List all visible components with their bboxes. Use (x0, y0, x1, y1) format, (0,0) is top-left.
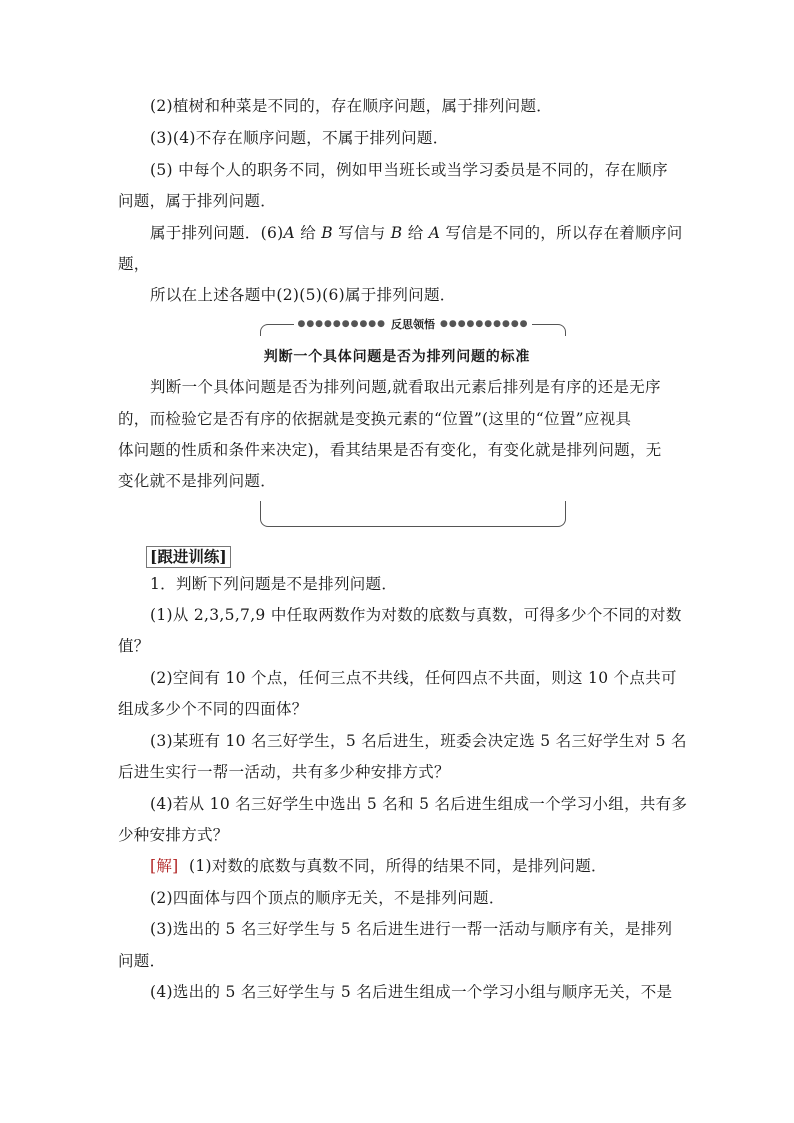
practice-q4-line-1: (4)若从 10 名三好学生中选出 5 名和 5 名后进生组成一个学习小组，共有多 (150, 795, 688, 813)
solution-line-6-part-d: 给 (402, 224, 429, 242)
solution-s3-line-2: 问题． (118, 952, 166, 970)
reflection-line-1: 判断一个具体问题是否为排列问题,就看取出元素后排列是有序的还是无序 (150, 378, 661, 396)
solution-line-6-part-e: 写信是不同的，所以存在着顺序问 (440, 224, 683, 242)
solution-line-6-cont: 题， (118, 255, 150, 273)
var-a-2: A (428, 224, 441, 242)
reflection-title: 判断一个具体问题是否为排列问题的标准 (263, 349, 531, 365)
practice-q1-line-1: (1)从 2,3,5,7,9 中任取两数作为对数的底数与真数，可得多少个不同的对数 (150, 606, 682, 624)
solution-s4-line-1: (4)选出的 5 名三好学生与 5 名后进生组成一个学习小组与顺序无关，不是 (150, 983, 673, 1001)
reflection-line-4: 变化就不是排列问题． (118, 472, 277, 490)
solution-line-6-part-a: 属于排列问题．(6) (150, 224, 284, 242)
reflection-tag-dots-right: ●●●●●●●●●● (437, 319, 532, 329)
solution-line-6-part-b: 给 (294, 224, 322, 242)
reflection-tag-dots-left: ●●●●●●●●●● (294, 319, 389, 329)
reflection-tag (268, 316, 558, 332)
reflection-tag-label: 反思领悟 (391, 318, 435, 331)
practice-q1-line-2: 值？ (118, 637, 150, 655)
practice-label: [跟进训练] (146, 546, 231, 568)
solution-line-5-cont: 问题，属于排列问题． (118, 192, 277, 210)
practice-q3-line-2: 后进生实行一帮一活动，共有多少种安排方式？ (118, 763, 450, 781)
solution-s1-text: (1)对数的底数与真数不同，所得的结果不同，是排列问题． (188, 857, 607, 875)
solution-line-5: (5) 中每个人的职务不同，例如甲当班长或当学习委员是不同的，存在顺序 (150, 161, 668, 179)
practice-question-intro: 1．判断下列问题是不是排列问题． (150, 575, 398, 593)
practice-q2-line-1: (2)空间有 10 个点，任何三点不共线，任何四点不共面，则这 10 个点共可 (150, 669, 677, 687)
reflection-line-2: 的，而检验它是否有序的依据就是变换元素的“位置”(这里的“位置”应视具 (118, 410, 632, 428)
var-a-1: A (283, 224, 295, 242)
var-b-1: B (321, 224, 333, 242)
solution-label: [解] (150, 857, 179, 875)
solution-conclusion: 所以在上述各题中(2)(5)(6)属于排列问题． (150, 286, 456, 304)
practice-q4-line-2: 少种安排方式？ (118, 826, 229, 844)
solution-line-2: (2)植树和种菜是不同的，存在顺序问题，属于排列问题． (150, 97, 553, 115)
solution-s1 (150, 856, 607, 876)
reflection-line-3: 体问题的性质和条件来决定)，看其结果是否有变化，有变化就是排列问题，无 (118, 441, 662, 459)
solution-s3-line-1: (3)选出的 5 名三好学生与 5 名后进生进行一帮一活动与顺序有关，是排列 (150, 920, 673, 938)
solution-s2: (2)四面体与四个顶点的顺序无关，不是排列问题． (150, 889, 505, 907)
var-b-2: B (390, 224, 403, 242)
practice-q3-line-1: (3)某班有 10 名三好学生，5 名后进生，班委会决定选 5 名三好学生对 5 名 (150, 732, 687, 750)
solution-line-6 (150, 223, 683, 243)
reflection-box-bottom-border (260, 501, 566, 527)
solution-line-3-4: (3)(4)不存在顺序问题，不属于排列问题． (150, 129, 449, 147)
practice-q2-line-2: 组成多少个不同的四面体？ (118, 700, 308, 718)
solution-line-6-part-c: 写信与 (332, 224, 391, 242)
